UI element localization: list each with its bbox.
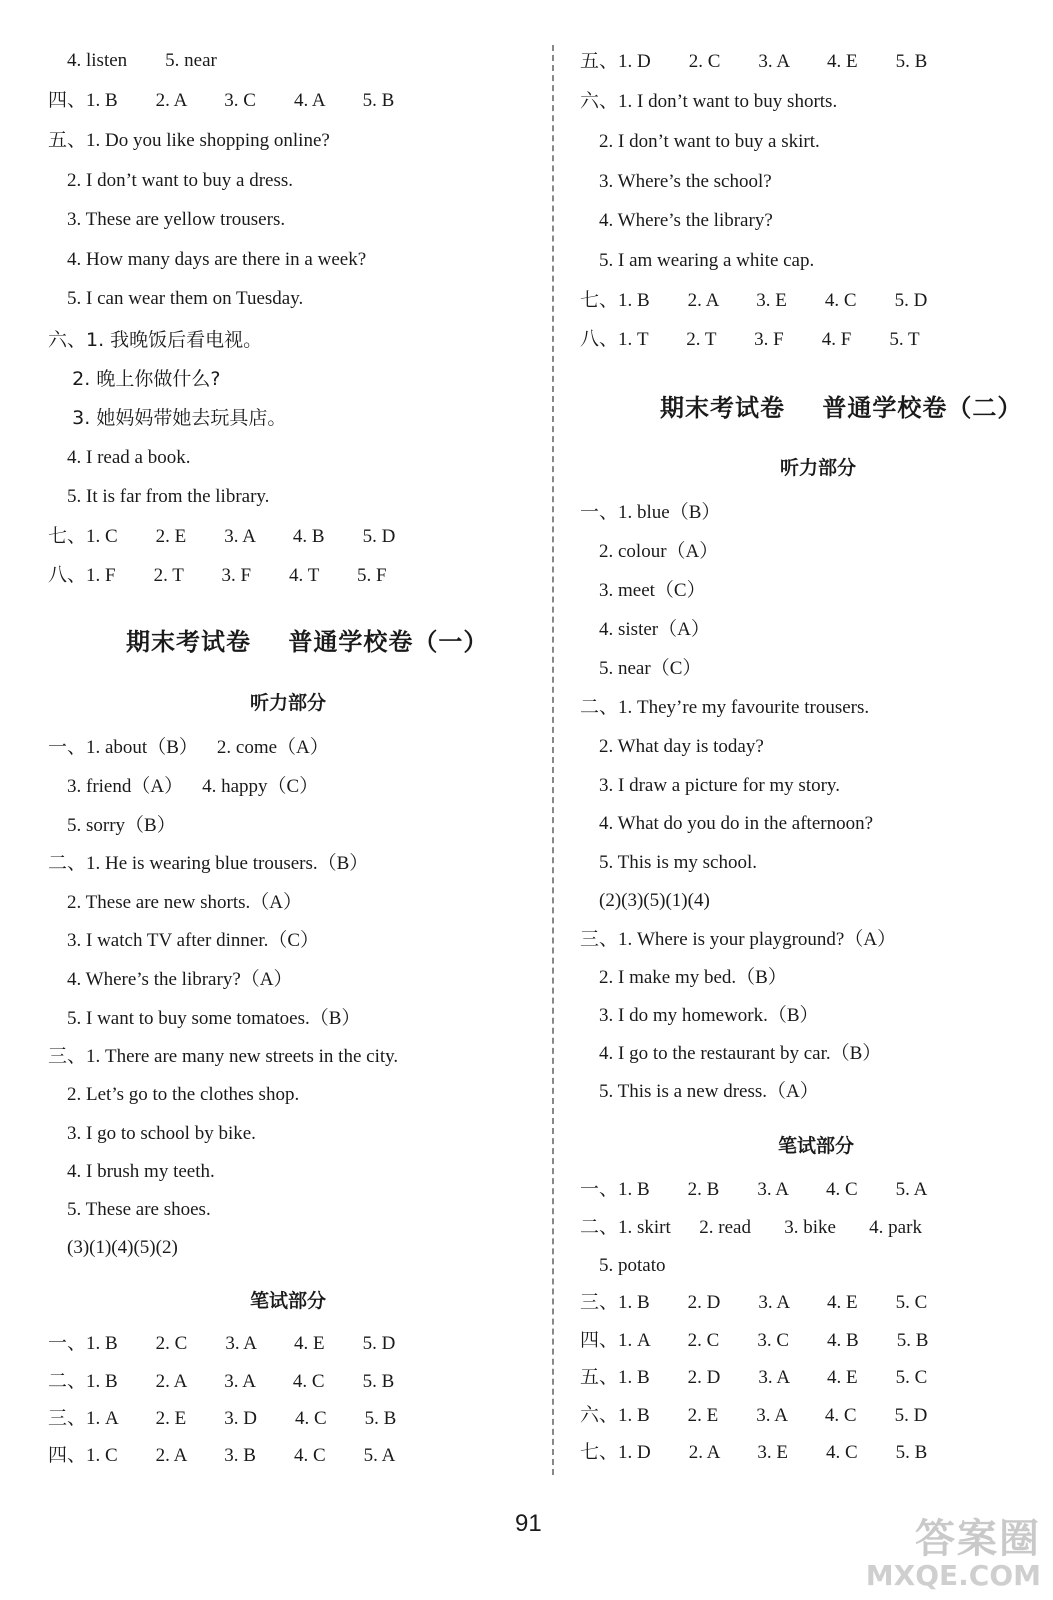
answer-line: 5. This is a new dress.（A） [580, 1081, 819, 1102]
answer-line: 5. These are shoes. [48, 1199, 211, 1220]
answer-line: 4. I read a book. [48, 447, 191, 468]
answer-line: 5. sorry（B） [48, 815, 176, 836]
watermark-logo: 答案圈 [915, 1516, 1041, 1562]
answer-line: 5. It is far from the library. [48, 486, 270, 507]
answer-line: 二、1. skirt 2. read 3. bike 4. park [580, 1217, 922, 1238]
answer-line: 5. potato [580, 1255, 666, 1276]
answer-line: 4. sister（A） [580, 619, 710, 640]
column-divider [552, 45, 554, 1475]
answer-line: 2. I don’t want to buy a skirt. [580, 131, 820, 152]
answer-line: 4. What do you do in the afternoon? [580, 813, 874, 834]
answer-line: 五、1. B 2. D 3. A 4. E 5. C [580, 1367, 928, 1388]
answer-line: 一、1. B 2. C 3. A 4. E 5. D [48, 1333, 396, 1354]
answer-line: 四、1. A 2. C 3. C 4. B 5. B [580, 1330, 929, 1351]
answer-line: 一、1. blue（B） [580, 502, 721, 523]
answer-line: 八、1. T 2. T 3. F 4. F 5. T [580, 329, 920, 350]
answer-line: 二、1. B 2. A 3. A 4. C 5. B [48, 1371, 395, 1392]
answer-line: 4. How many days are there in a week? [48, 249, 367, 270]
answer-line: 5. I can wear them on Tuesday. [48, 288, 304, 309]
answer-line: 2. I don’t want to buy a dress. [48, 170, 294, 191]
answer-line: 3. I go to school by bike. [48, 1123, 256, 1144]
answer-line: 2. Let’s go to the clothes shop. [48, 1084, 300, 1105]
exam-title: 期末考试卷 普通学校卷（二） [660, 394, 1023, 422]
answer-line: 五、1. Do you like shopping online? [48, 130, 330, 151]
answer-line: (2)(3)(5)(1)(4) [580, 890, 710, 911]
answer-line: 4. I go to the restaurant by car.（B） [580, 1043, 882, 1064]
answer-line: 2. What day is today? [580, 736, 764, 757]
answer-line: 4. I brush my teeth. [48, 1161, 215, 1182]
answer-line: 六、1. B 2. E 3. A 4. C 5. D [580, 1405, 928, 1426]
answer-line: 4. listen 5. near [48, 50, 217, 71]
answer-line: 5. This is my school. [580, 852, 757, 873]
section-heading: 听力部分 [780, 457, 857, 479]
answer-line: 3. friend（A） 4. happy（C） [48, 776, 319, 797]
answer-line: 3. I watch TV after dinner.（C） [48, 930, 320, 951]
answer-line: 4. Where’s the library?（A） [48, 969, 293, 990]
section-heading: 笔试部分 [250, 1290, 327, 1312]
answer-line: 三、1. B 2. D 3. A 4. E 5. C [580, 1292, 928, 1313]
answer-line: 六、1. I don’t want to buy shorts. [580, 91, 838, 112]
answer-line: 八、1. F 2. T 3. F 4. T 5. F [48, 565, 387, 586]
answer-line: 5. near（C） [580, 658, 702, 679]
answer-line: 七、1. D 2. A 3. E 4. C 5. B [580, 1442, 928, 1463]
answer-line: 七、1. C 2. E 3. A 4. B 5. D [48, 526, 396, 547]
answer-line: 3. 她妈妈带她去玩具店。 [48, 407, 287, 429]
answer-line: 四、1. B 2. A 3. C 4. A 5. B [48, 90, 395, 111]
answer-line: (3)(1)(4)(5)(2) [48, 1237, 178, 1258]
section-heading: 笔试部分 [778, 1135, 855, 1157]
answer-line: 三、1. A 2. E 3. D 4. C 5. B [48, 1408, 397, 1429]
watermark [865, 1507, 1041, 1592]
answer-line: 3. Where’s the school? [580, 171, 772, 192]
answer-line: 5. I am wearing a white cap. [580, 250, 815, 271]
answer-line: 5. I want to buy some tomatoes.（B） [48, 1008, 361, 1029]
answer-line: 2. 晚上你做什么? [48, 368, 221, 390]
answer-line: 2. These are new shorts.（A） [48, 892, 302, 913]
answer-line: 三、1. Where is your playground?（A） [580, 929, 897, 950]
answer-line: 3. I do my homework.（B） [580, 1005, 819, 1026]
answer-line: 二、1. They’re my favourite trousers. [580, 697, 870, 718]
watermark-url: MXQE.COM [865, 1559, 1041, 1592]
answer-line: 三、1. There are many new streets in the city. [48, 1046, 399, 1067]
answer-line: 3. meet（C） [580, 580, 706, 601]
answer-line: 4. Where’s the library? [580, 210, 773, 231]
answer-line: 四、1. C 2. A 3. B 4. C 5. A [48, 1445, 396, 1466]
answer-line: 七、1. B 2. A 3. E 4. C 5. D [580, 290, 928, 311]
answer-line: 一、1. about（B） 2. come（A） [48, 737, 329, 758]
answer-line: 二、1. He is wearing blue trousers.（B） [48, 853, 369, 874]
answer-line: 一、1. B 2. B 3. A 4. C 5. A [580, 1179, 928, 1200]
answer-line: 六、1. 我晚饭后看电视。 [48, 329, 263, 351]
answer-line: 2. colour（A） [580, 541, 719, 562]
answer-line: 3. I draw a picture for my story. [580, 775, 840, 796]
page-number: 91 [515, 1510, 542, 1537]
answer-line: 五、1. D 2. C 3. A 4. E 5. B [580, 51, 928, 72]
section-heading: 听力部分 [250, 692, 327, 714]
answer-line: 2. I make my bed.（B） [580, 967, 787, 988]
exam-title: 期末考试卷 普通学校卷（一） [126, 628, 489, 656]
answer-line: 3. These are yellow trousers. [48, 209, 286, 230]
